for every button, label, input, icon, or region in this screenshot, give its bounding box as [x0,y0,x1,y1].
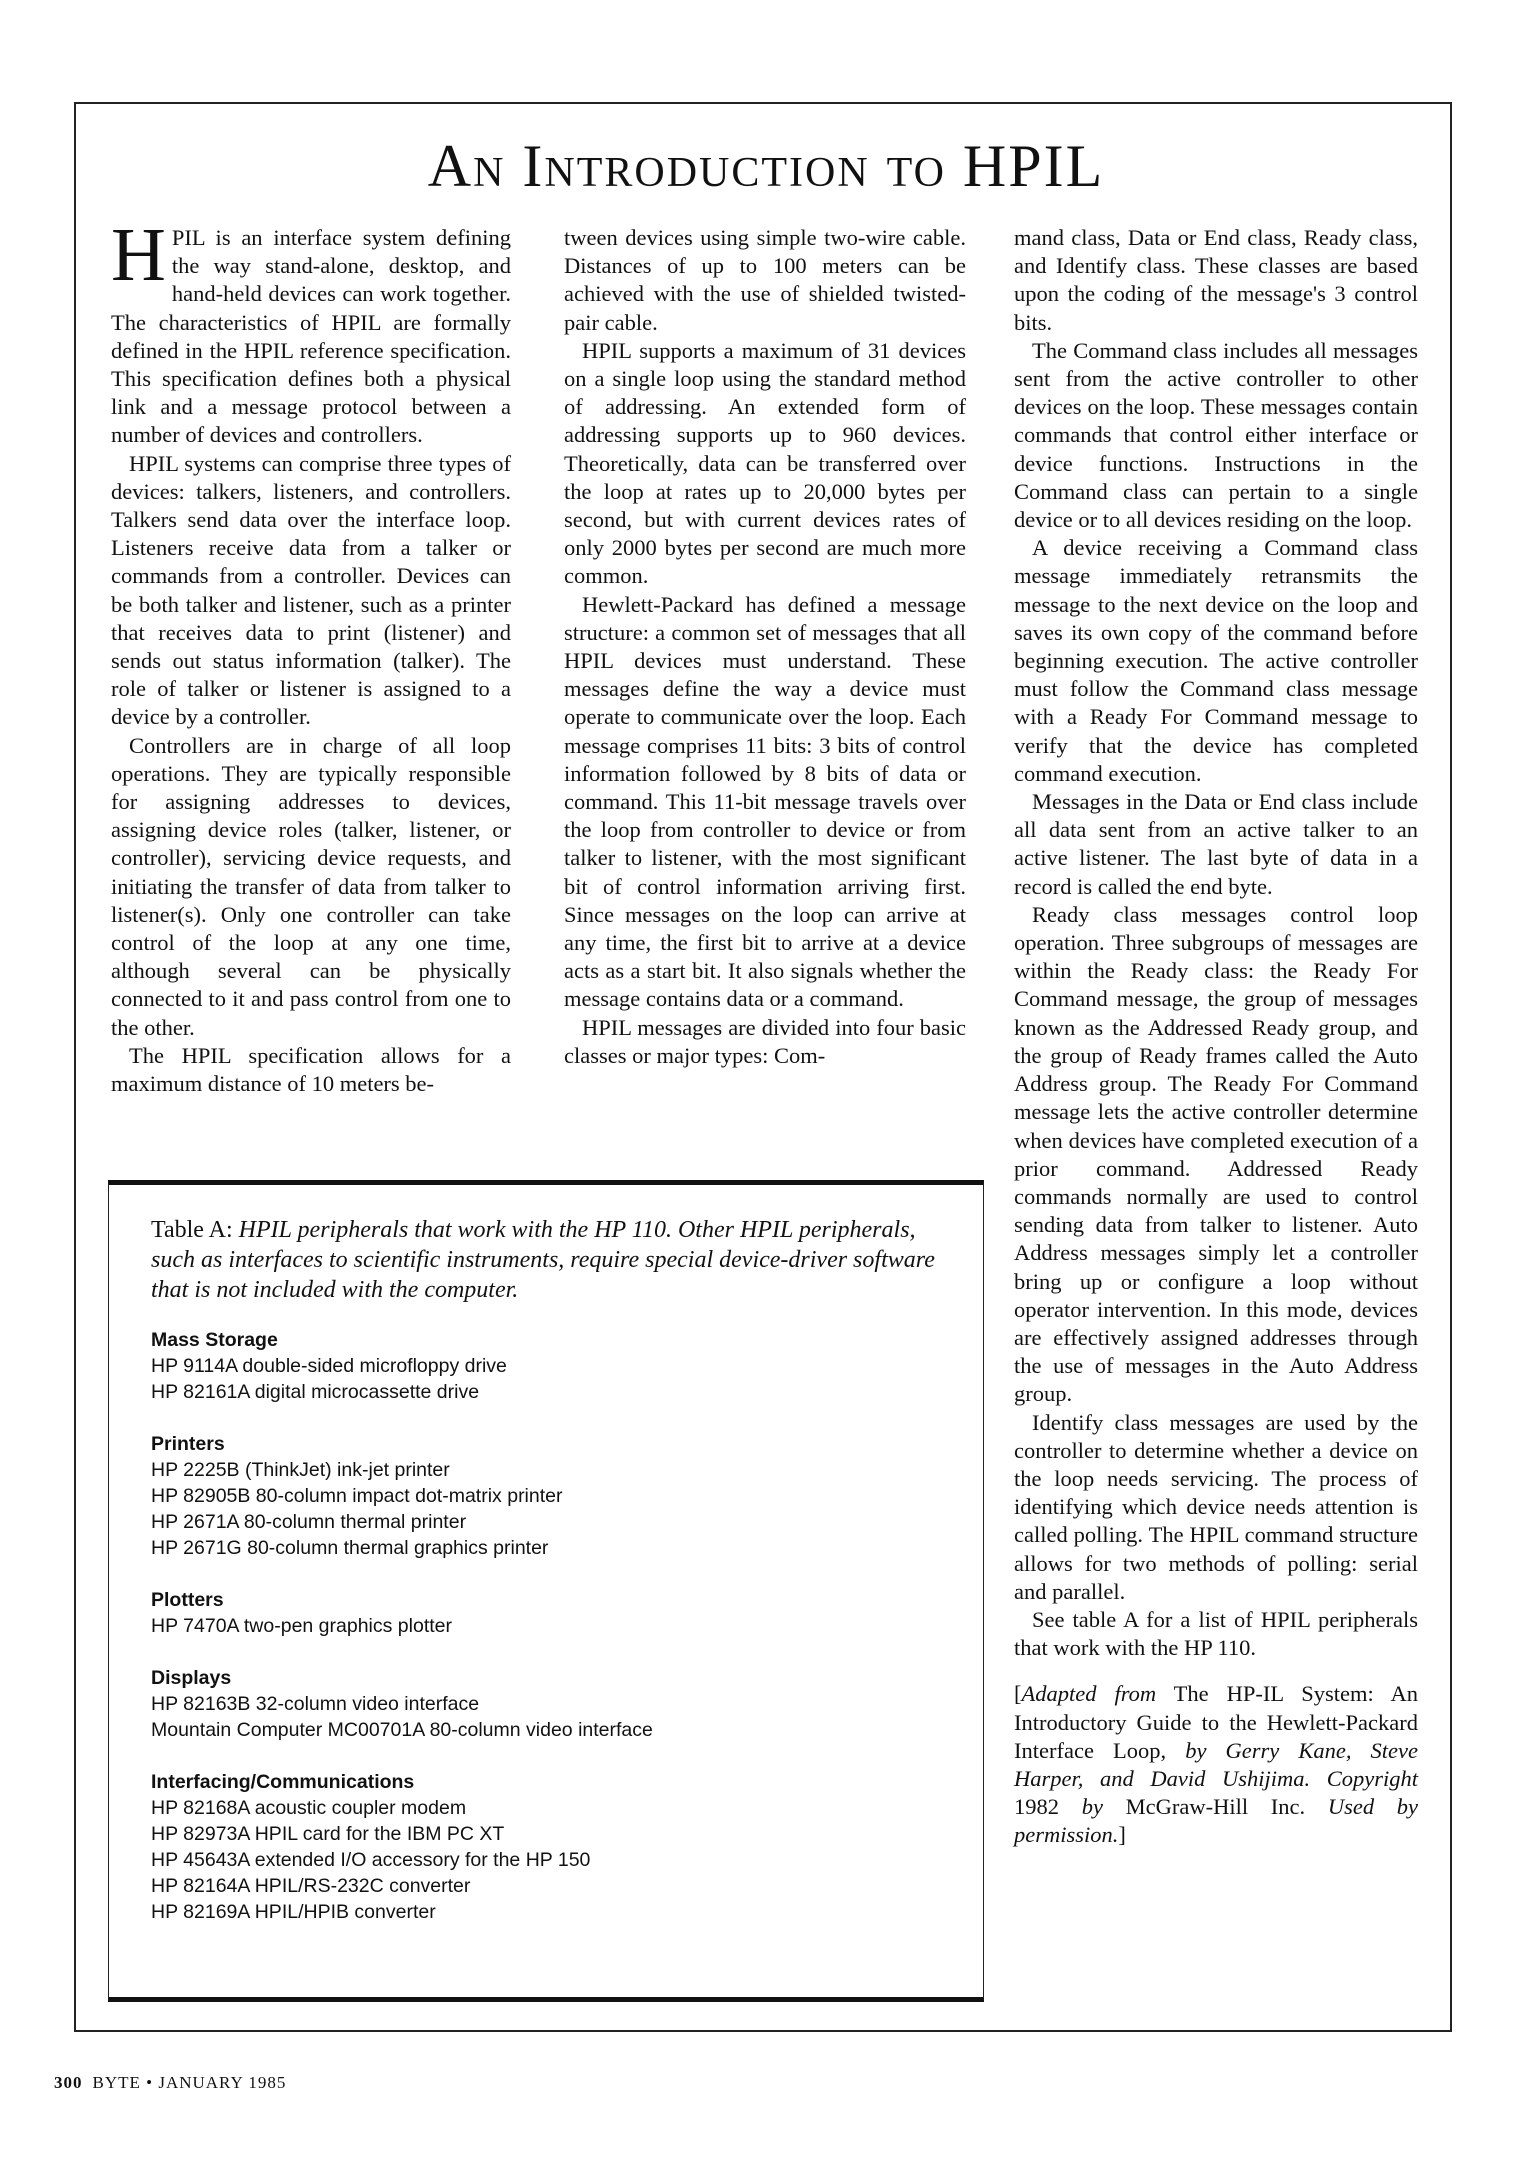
peripheral-item: HP 9114A double-sided microfloppy drive [151,1355,507,1377]
peripheral-item: HP 2671A 80-column thermal printer [151,1511,467,1533]
peripheral-item: HP 45643A extended I/O accessory for the HP 150 [151,1849,591,1871]
paragraph: The HPIL specification allows for a maximum distance of 10 meters be- [111,1042,511,1097]
category-heading: Mass Storage [151,1329,278,1351]
category-heading: Interfacing/Communications [151,1771,415,1793]
paragraph: See table A for a list of HPIL peripherals that work with the HP 110. [1014,1606,1418,1661]
publication-line: BYTE • JANUARY 1985 [92,2073,287,2092]
paragraph: Ready class messages control loop operation. Three subgroups of messages are within the Ready class: the Ready For Command message, the group of messages known as the Addressed Ready group, and the group of Ready frames called the Auto Address group. The Ready For Command message lets the active controller determine when devices have completed execution of a prior command. Addressed Ready commands normally are used to control sending data from talker to listener. Auto Address messages simply let a controller bring up or configure a loop without operator intervention. In this mode, devices are effectively assigned addresses through the use of messages in the Auto Address group. [1014,901,1418,1407]
peripheral-item: HP 82169A HPIL/HPIB converter [151,1901,436,1923]
paragraph: Identify class messages are used by the controller to determine whether a device on the loop needs servicing. The process of identifying which device needs attention is called polling. The HPIL command structure allows for two methods of polling: serial and parallel. [1014,1409,1418,1604]
category-heading: Plotters [151,1589,224,1611]
column-1 [111,213,511,1098]
paragraph: Hewlett-Packard has defined a message structure: a common set of messages that all HPIL devices must understand. These messages define the way a device must operate to communicate over the loop. Each message comprises 11 bits: 3 bits of control information followed by 8 bits of data or command. This 11-bit message travels over the loop from controller to device or from talker to listener, with the most significant bit of control information arriving first. Since messages on the loop can arrive at any time, the first bit to arrive at a device acts as a start bit. It also signals whether the message contains data or a command. [564,591,966,1012]
category-heading: Printers [151,1433,225,1455]
paragraph: A device receiving a Command class message immediately retransmits the message to the next device on the loop and saves its own copy of the command before beginning execution. The active controller must follow the Command class message with a Ready For Command message to verify that the device has completed command execution. [1014,535,1418,786]
peripheral-item: HP 82905B 80-column impact dot-matrix printer [151,1485,563,1507]
peripheral-category [151,1327,947,1405]
page-footer [54,2073,286,2093]
paragraph: HPIL systems can comprise three types of devices: talkers, listeners, and controllers. Talkers send data over the interface loop. Listeners receive data from a talker or commands from a controller. Devices can be both talker and listener, such as a printer that receives data to print (listener) and sends out status information (talker). The role of talker or listener is assigned to a device by a controller. [111,450,511,730]
peripheral-item: HP 82164A HPIL/RS-232C converter [151,1875,471,1897]
paragraph: Messages in the Data or End class include all data sent from an active talker to an active listener. The last byte of data in a record is called the end byte. [1014,789,1418,899]
paragraph: mand class, Data or End class, Ready class, and Identify class. These classes are based upon the coding of the message's 3 control bits. [1014,225,1418,335]
peripheral-item: HP 82973A HPIL card for the IBM PC XT [151,1823,505,1845]
category-heading: Displays [151,1667,232,1689]
peripheral-item: HP 2225B (ThinkJet) ink-jet printer [151,1459,450,1481]
peripheral-category [151,1431,947,1561]
paragraph: HPIL is an interface system defining the way stand-alone, desktop, and hand-held devices can work together. The characteristics of HPIL are formally defined in the HPIL reference specification. This specification defines both a physical link and a message protocol between a number of devices and controllers. [111,213,511,448]
column-2 [564,224,966,1070]
peripheral-item: Mountain Computer MC00701A 80-column video interface [151,1719,653,1741]
peripheral-item: HP 7470A two-pen graphics plotter [151,1615,452,1637]
peripheral-category [151,1769,947,1925]
column-3 [1014,224,1418,1850]
paragraph: The Command class includes all messages sent from the active controller to other devices on the loop. These messages contain commands that control either interface or device functions. Instructions in the Command class can pertain to a single device or to all devices residing on the loop. [1014,337,1418,533]
peripheral-item: HP 82161A digital microcassette drive [151,1381,480,1403]
source-credit: [Adapted from The HP-IL System: An Introductory Guide to the Hewlett-Packard Interface Loop, by Gerry Kane, Steve Harper, and David Ushijima. Copyright 1982 by McGraw-Hill Inc. Used by permission.] [1014,1681,1418,1848]
page-number: 300 [54,2073,83,2092]
peripheral-item: HP 82163B 32-column video interface [151,1693,480,1715]
paragraph: tween devices using simple two-wire cable. Distances of up to 100 meters can be achieved with the use of shielded twisted-pair cable. [564,225,966,335]
paragraph: HPIL messages are divided into four basic classes or major types: Com- [564,1014,966,1068]
table-a-box [108,1180,984,2002]
peripheral-category [151,1665,947,1743]
peripheral-item: HP 82168A acoustic coupler modem [151,1797,467,1819]
paragraph: Controllers are in charge of all loop operations. They are typically responsible for assigning addresses to devices, assigning device roles (talker, listener, or controller), servicing device requests, and initiating the transfer of data from talker to listener(s). Only one controller can take control of the loop at any one time, although several can be physically connected to it and pass control from one to the other. [111,732,511,1040]
peripheral-category [151,1587,947,1639]
table-caption: Table A: HPIL peripherals that work with the HP 110. Other HPIL peripherals, such as interfaces to scientific instruments, require special device-driver software that is not included with the computer. [151,1217,935,1303]
peripheral-list [151,1327,947,1925]
paragraph: HPIL supports a maximum of 31 devices on a single loop using the standard method of addressing. An extended form of addressing supports up to 960 devices. Theoretically, data can be transferred over the loop at rates up to 20,000 bytes per second, but with current devices rates of only 2000 bytes per second are much more common. [564,337,966,589]
peripheral-item: HP 2671G 80-column thermal graphics printer [151,1537,549,1559]
table-label: Table A: [151,1217,239,1243]
drop-cap: H [111,213,166,297]
article-title: An Introduction to HPIL [427,133,1105,199]
